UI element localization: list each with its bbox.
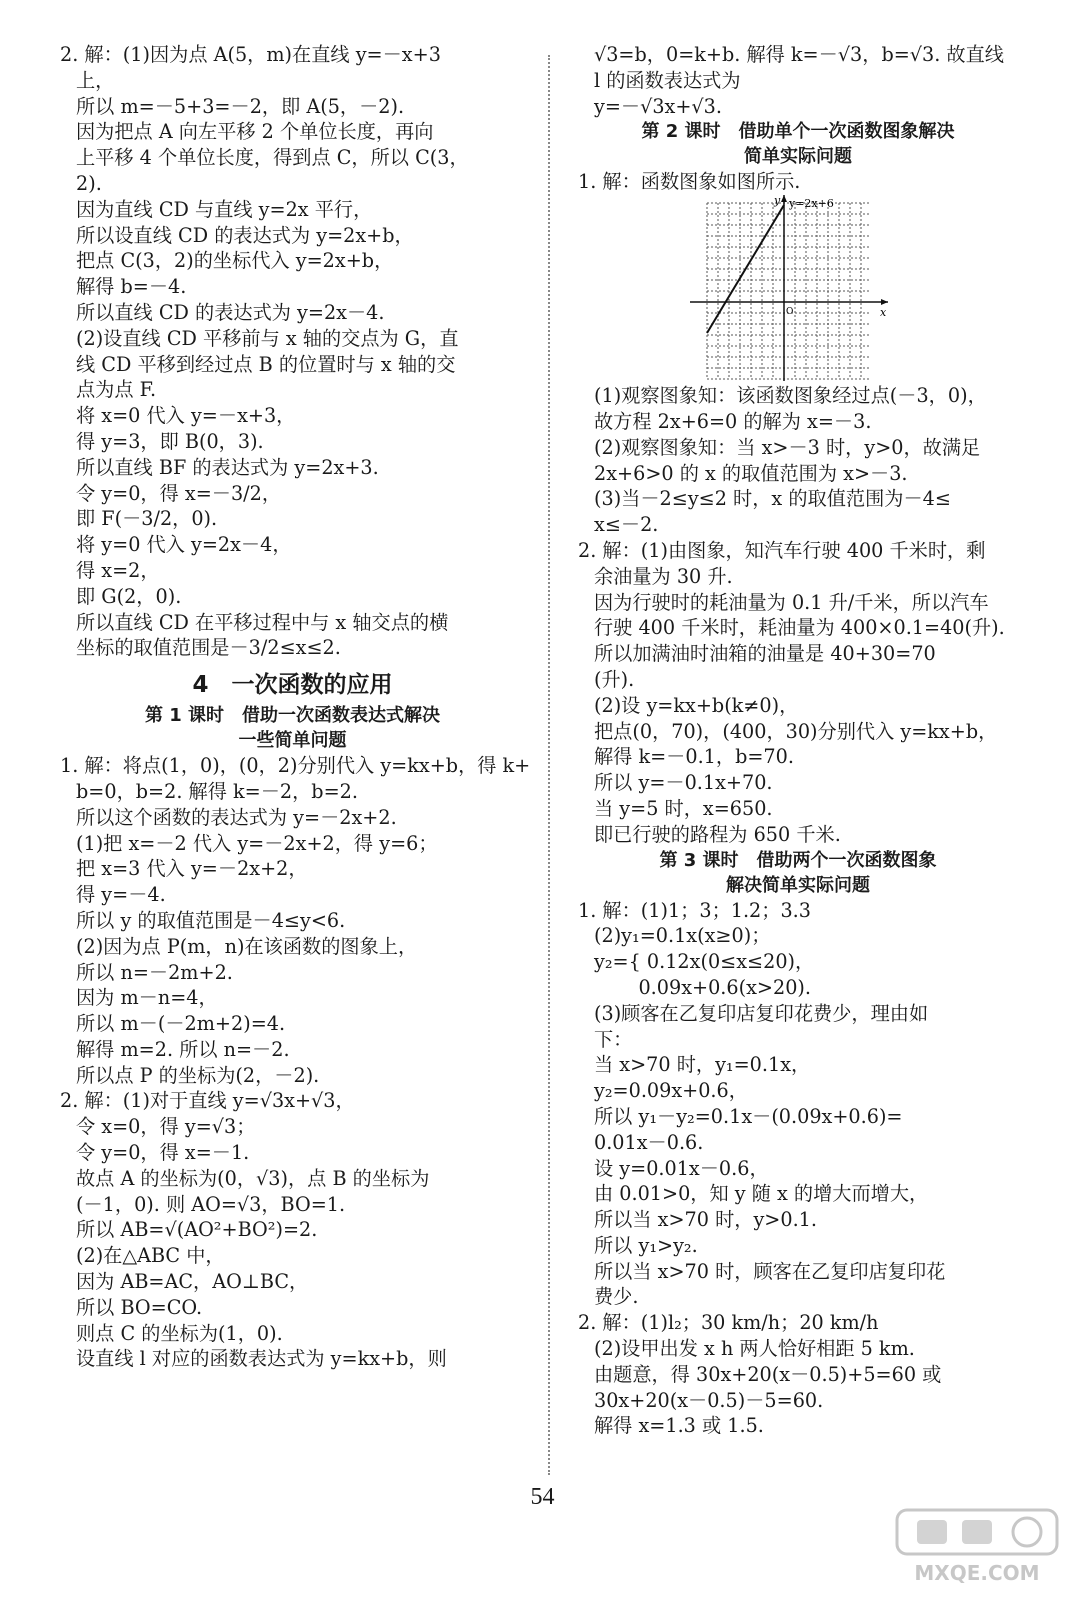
text-line: 所以当 x>70 时，顾客在乙复印店复印花 (594, 1259, 946, 1283)
text-line: b=0，b=2. 解得 k=－2，b=2. (76, 779, 358, 803)
lesson-2-title-line2: 简单实际问题 (744, 146, 852, 168)
lesson-1-title-line1: 第 1 课时 借助一次函数表达式解决 (144, 705, 441, 727)
text-line: (1)把 x=－2 代入 y=－2x+2，得 y=6； (76, 831, 438, 855)
text-line: 2. 解：(1)由图象，知汽车行驶 400 千米时，剩 (578, 538, 986, 562)
text-line: 1. 解：将点(1，0)，(0，2)分别代入 y=kx+b，得 k+ (60, 754, 531, 778)
text-line: 将 x=0 代入 y=－x+3， (76, 404, 296, 428)
column-divider (548, 55, 550, 1475)
text-line: 所以当 x>70 时，y>0.1. (594, 1208, 817, 1232)
text-line: 坐标的取值范围是－3/2≤x≤2. (76, 636, 341, 660)
text-line: (2)因为点 P(m，n)在该函数的图象上， (76, 934, 418, 958)
x-axis-label: x (880, 306, 887, 320)
text-line: 所以点 P 的坐标为(2，－2). (76, 1063, 320, 1087)
text-line: 所以 AB=√(AO²+BO²)=2. (76, 1218, 318, 1242)
text-line: 下： (594, 1027, 633, 1051)
watermark-logo-icon (887, 1506, 1067, 1588)
text-line: 把点(0，70)，(400，30)分别代入 y=kx+b， (594, 719, 998, 743)
text-line: 故点 A 的坐标为(0，√3)，点 B 的坐标为 (76, 1166, 430, 1190)
lesson-3-title-line1: 第 3 课时 借助两个一次函数图象 (659, 849, 937, 871)
text-line: 把点 C(3，2)的坐标代入 y=2x+b， (76, 249, 394, 273)
x-axis-arrow (881, 299, 888, 305)
text-line: 把 x=3 代入 y=－2x+2， (76, 857, 308, 881)
text-line: (－1，0). 则 AO=√3，BO=1. (76, 1192, 346, 1216)
text-line: (2)观察图象知：当 x>－3 时，y>0，故满足 (594, 435, 981, 459)
text-line: 所以设直线 CD 的表达式为 y=2x+b， (76, 223, 414, 247)
text-line: (升). (594, 667, 635, 691)
text-line: 由 0.01>0，知 y 随 x 的增大而增大， (594, 1182, 929, 1206)
text-line: 解得 x=1.3 或 1.5. (594, 1414, 764, 1438)
text-line: 设 y=0.01x－0.6， (594, 1156, 769, 1180)
text-line: 0.09x+0.6(x>20). (594, 975, 811, 999)
text-line: 所以直线 BF 的表达式为 y=2x+3. (76, 455, 379, 479)
text-line: (2)y₁=0.1x(x≥0)； (594, 924, 771, 948)
text-line: 行驶 400 千米时，耗油量为 400×0.1=40(升). (594, 616, 1005, 640)
problem-lines-b (578, 169, 1018, 195)
text-line: 令 y=0，得 x=－1. (76, 1141, 250, 1165)
text-line: √3=b，0=k+b. 解得 k=－√3，b=√3. 故直线 (594, 43, 1004, 66)
text-line: 2. 解：(1)对于直线 y=√3x+√3， (60, 1089, 355, 1113)
text-line: 余油量为 30 升. (594, 564, 733, 588)
problem-lines-a (60, 42, 525, 661)
problem-lines-b (60, 753, 531, 1372)
text-line: 由题意，得 30x+20(x－0.5)+5=60 或 (594, 1362, 942, 1386)
text-line: 令 x=0，得 y=√3； (76, 1115, 256, 1139)
text-line: 费少. (594, 1285, 639, 1309)
text-line: 0.01x－0.6. (594, 1130, 704, 1154)
text-line: 所以 y=－0.1x+70. (594, 771, 773, 795)
line-label: y=2x+6 (789, 197, 834, 211)
lesson-3-title-line2: 解决简单实际问题 (726, 874, 870, 896)
problem-lines-a (578, 42, 1018, 119)
text-line: y₂={ 0.12x(0≤x≤20)， (594, 950, 815, 974)
text-line: 2. 解：(1)因为点 A(5，m)在直线 y=－x+3 (60, 43, 441, 66)
section-title: 4 一次函数的应用 (192, 672, 393, 699)
text-line: 当 y=5 时，x=650. (594, 796, 773, 820)
left-column (60, 42, 531, 1372)
right-column (578, 42, 1018, 1439)
text-line: x≤－2. (594, 513, 659, 537)
text-line: (1)观察图象知：该函数图象经过点(－3，0)， (594, 384, 987, 408)
text-line: 当 x>70 时，y₁=0.1x， (594, 1053, 811, 1077)
text-line: 所以 y 的取值范围是－4≤y<6. (76, 908, 346, 932)
text-line: 所以 BO=CO. (76, 1295, 203, 1319)
problem-lines-c (578, 383, 1018, 847)
text-line: l 的函数表达式为 (594, 68, 741, 92)
text-line: y=－√3x+√3. (594, 94, 722, 118)
text-line: 得 y=－4. (76, 883, 166, 907)
text-line: 所以直线 CD 的表达式为 y=2x－4. (76, 300, 385, 324)
text-line: y₂=0.09x+0.6， (594, 1079, 748, 1103)
text-line: 2. 解：(1)l₂；30 km/h；20 km/h (578, 1311, 879, 1335)
text-line: (3)顾客在乙复印店复印花费少，理由如 (594, 1001, 929, 1025)
function-graph (578, 195, 1018, 383)
text-line: 即已行驶的路程为 650 千米. (594, 822, 841, 846)
text-line: 上， (76, 68, 115, 92)
text-line: 故方程 2x+6=0 的解为 x=－3. (594, 409, 872, 433)
text-line: 所以加满油时油箱的油量是 40+30=70 (594, 642, 936, 666)
text-line: 所以这个函数的表达式为 y=－2x+2. (76, 805, 397, 829)
text-line: 1. 解：(1)1；3；1.2；3.3 (578, 898, 811, 922)
y-axis-arrow (781, 195, 787, 202)
text-line: 1. 解：函数图象如图所示. (578, 170, 801, 194)
text-line: 上平移 4 个单位长度，得到点 C，所以 C(3， (76, 146, 469, 170)
graph-svg (690, 195, 890, 381)
text-line: 设直线 l 对应的函数表达式为 y=kx+b，则 (76, 1347, 447, 1371)
lesson-2-title-line1: 第 2 课时 借助单个一次函数图象解决 (641, 121, 955, 143)
text-line: 2x+6>0 的 x 的取值范围为 x>－3. (594, 461, 908, 485)
text-line: 所以 y₁－y₂=0.1x－(0.09x+0.6)= (594, 1104, 903, 1128)
text-line: 2). (76, 171, 102, 195)
text-line: 所以 m－(－2m+2)=4. (76, 1012, 286, 1036)
text-line: 因为直线 CD 与直线 y=2x 平行， (76, 197, 373, 221)
text-line: 解得 k=－0.1，b=70. (594, 745, 794, 769)
text-line: 因为 m－n=4， (76, 986, 218, 1010)
text-line: 所以直线 CD 在平移过程中与 x 轴交点的横 (76, 610, 449, 634)
watermark-text: MXQE.COM (914, 1561, 1040, 1585)
text-line: 得 x=2， (76, 558, 160, 582)
text-line: 30x+20(x－0.5)－5=60. (594, 1388, 824, 1412)
text-line: 令 y=0，得 x=－3/2， (76, 481, 282, 505)
text-line: 即 G(2，0). (76, 584, 182, 608)
text-line: 即 F(－3/2，0). (76, 507, 218, 531)
text-line: (2)设直线 CD 平移前与 x 轴的交点为 G，直 (76, 326, 459, 350)
problem-lines-d (578, 898, 1018, 1440)
text-line: 因为行驶时的耗油量为 0.1 升/千米，所以汽车 (594, 590, 989, 614)
text-line: 所以 n=－2m+2. (76, 960, 233, 984)
text-line: (2)在△ABC 中， (76, 1244, 225, 1268)
text-line: 所以 y₁>y₂. (594, 1233, 698, 1257)
text-line: (2)设甲出发 x h 两人恰好相距 5 km. (594, 1337, 915, 1361)
text-line: 则点 C 的坐标为(1，0). (76, 1321, 283, 1345)
text-line: 所以 m=－5+3=－2，即 A(5，－2). (76, 94, 405, 118)
text-line: 线 CD 平移到经过点 B 的位置时与 x 轴的交 (76, 352, 456, 376)
lesson-1-title-line2: 一些简单问题 (238, 730, 347, 752)
origin-label: O (786, 307, 794, 318)
text-line: 因为把点 A 向左平移 2 个单位长度，再向 (76, 120, 434, 144)
text-line: (2)设 y=kx+b(k≠0)， (594, 693, 799, 717)
y-axis-label: y (774, 195, 781, 208)
text-line: 得 y=3，即 B(0，3). (76, 429, 264, 453)
text-line: (3)当－2≤y≤2 时，x 的取值范围为－4≤ (594, 487, 951, 511)
text-line: 解得 b=－4. (76, 275, 187, 299)
text-line: 解得 m=2. 所以 n=－2. (76, 1037, 290, 1061)
text-line: 将 y=0 代入 y=2x－4， (76, 533, 292, 557)
text-line: 因为 AB=AC，AO⊥BC， (76, 1270, 309, 1294)
text-line: 点为点 F. (76, 378, 157, 402)
page-number: 54 (530, 1484, 555, 1510)
